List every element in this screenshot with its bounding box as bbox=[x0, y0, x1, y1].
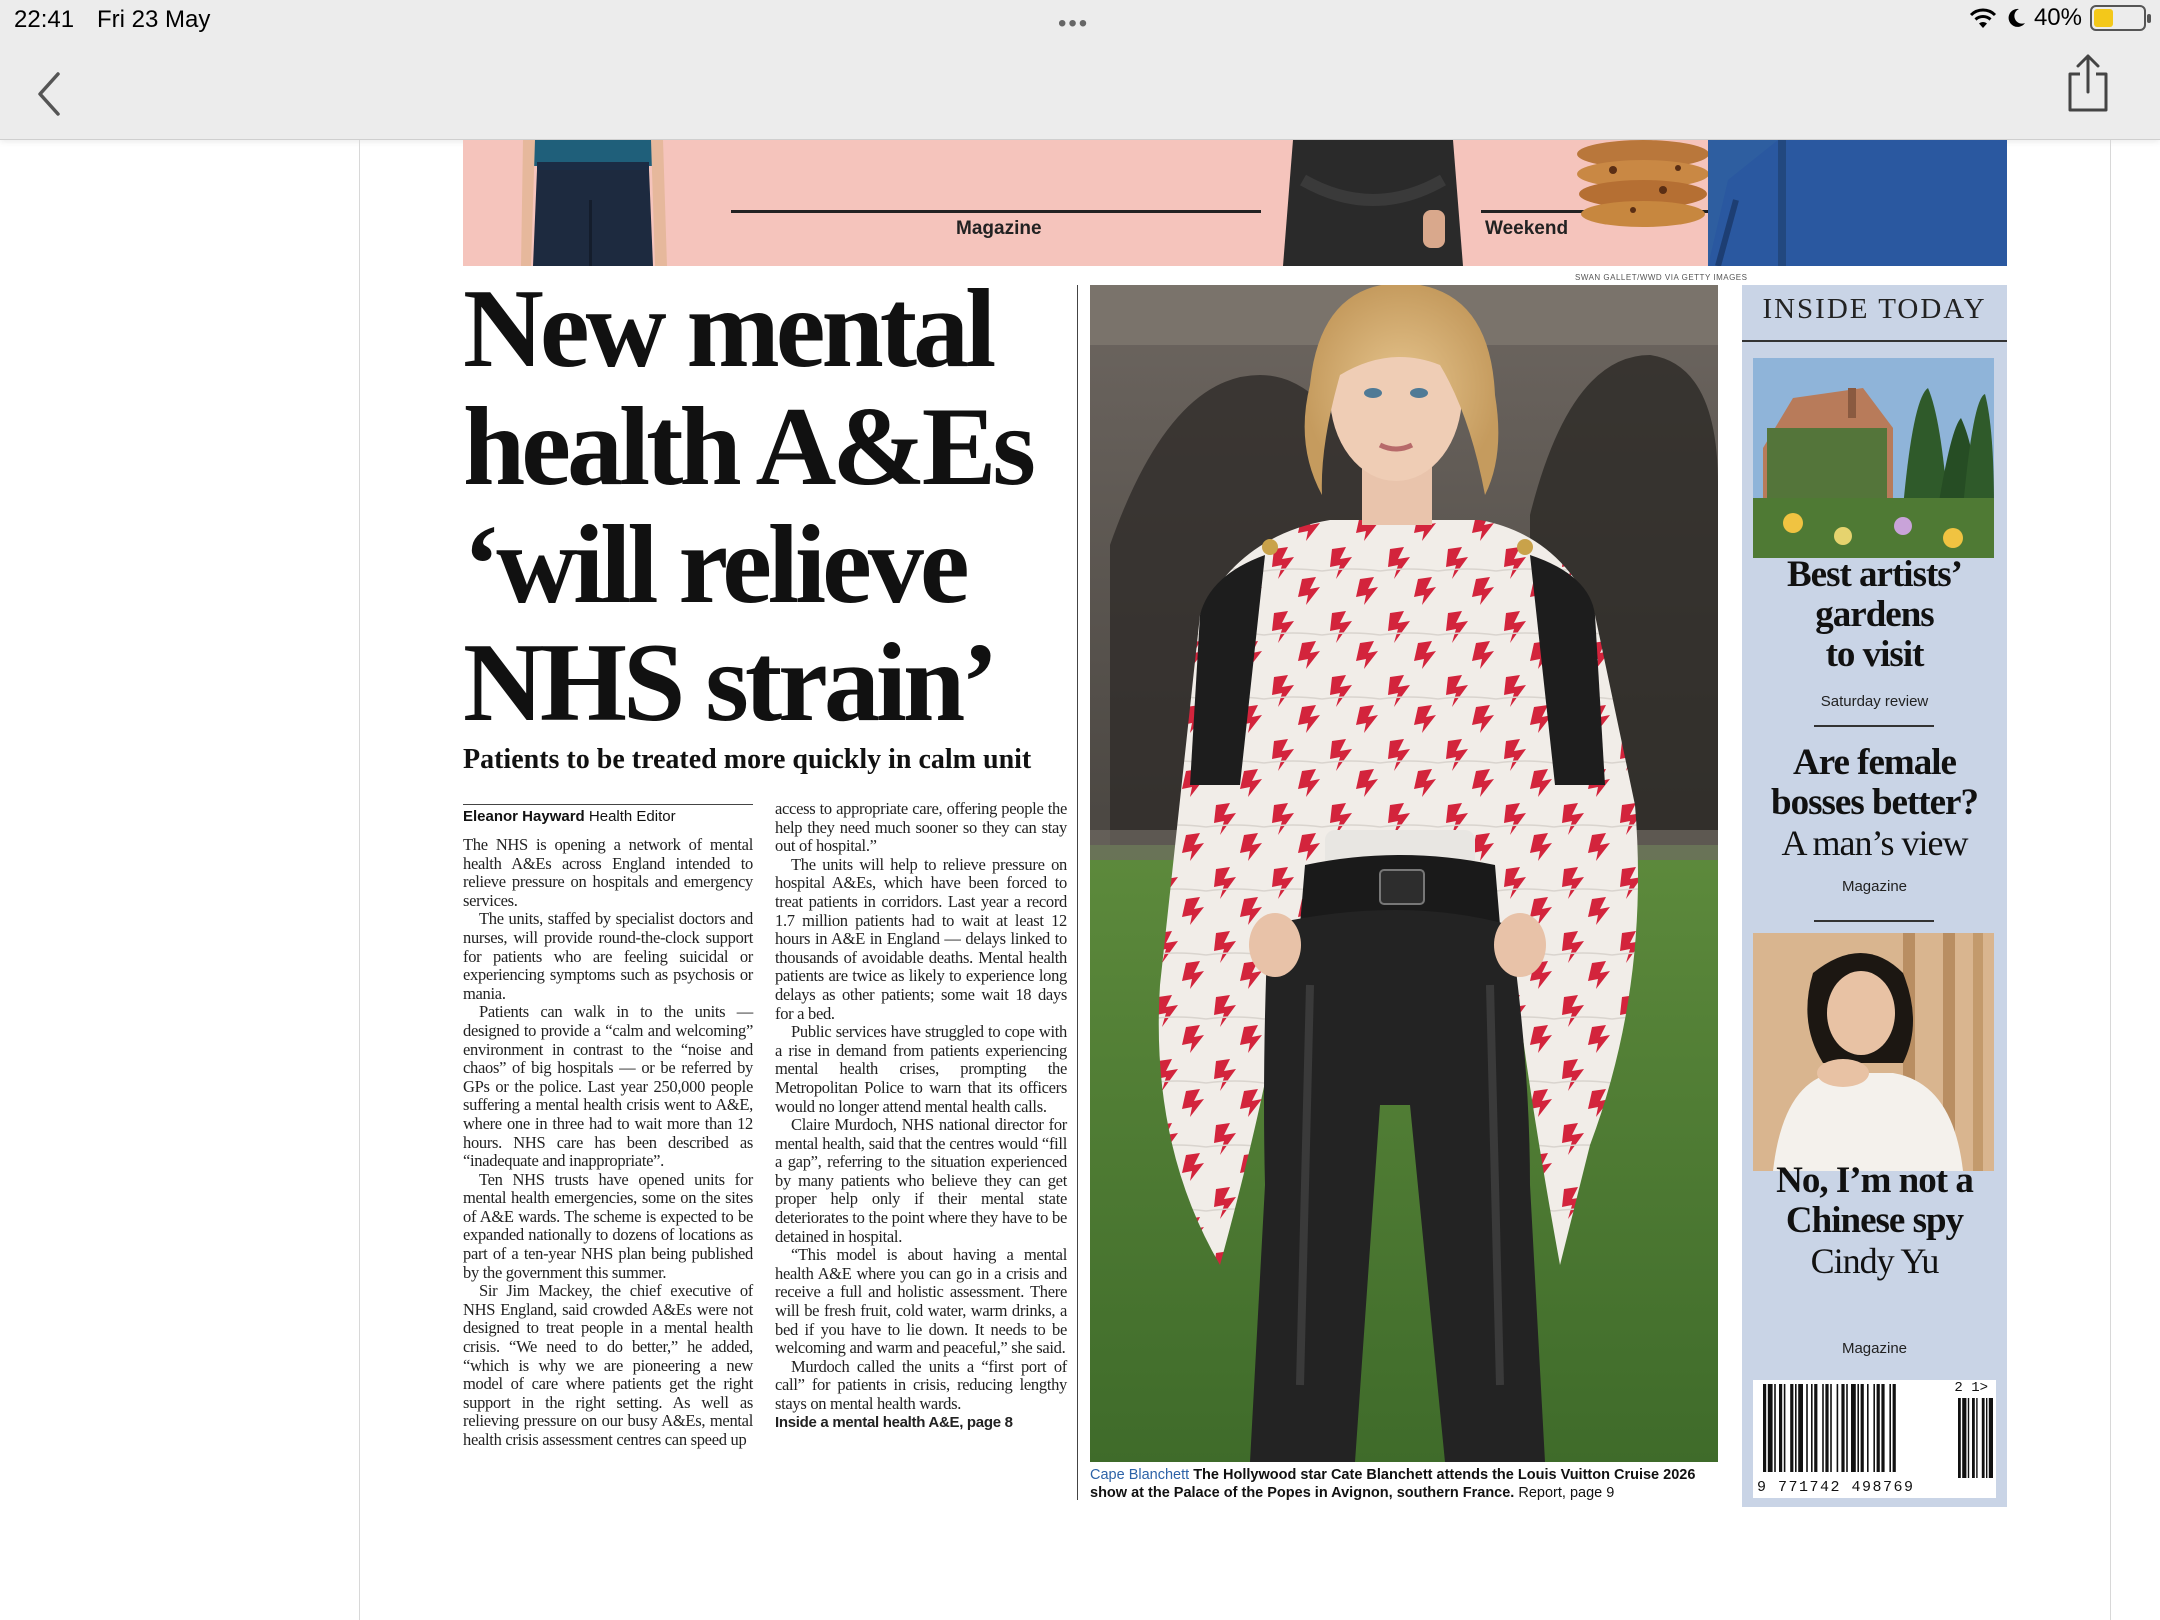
byline-name: Eleanor Hayward bbox=[463, 808, 585, 825]
barcode bbox=[1753, 1380, 1996, 1498]
sidebar-headline-line: gardens bbox=[1815, 594, 1934, 635]
cindy-yu-thumbnail[interactable] bbox=[1753, 933, 1994, 1171]
barcode-bar bbox=[1814, 1384, 1817, 1472]
strip-figure-image bbox=[503, 140, 683, 266]
byline-rule bbox=[463, 804, 753, 805]
sidebar-subhead: A man’s view bbox=[1781, 823, 1968, 863]
barcode-bar bbox=[1784, 1384, 1786, 1472]
column-divider bbox=[1077, 285, 1078, 1500]
barcode-addon-bar bbox=[1989, 1398, 1993, 1478]
barcode-bar bbox=[1830, 1384, 1832, 1472]
sidebar-section-label: Magazine bbox=[1841, 1340, 1908, 1357]
barcode-bar bbox=[1806, 1384, 1808, 1472]
standfirst: Patients to be treated more quickly in calm unit bbox=[463, 744, 1032, 775]
sidebar-headline-line: Best artists’ bbox=[1786, 554, 1963, 595]
byline-role: Health Editor bbox=[588, 808, 676, 825]
sidebar-headline-line: to visit bbox=[1825, 634, 1924, 675]
paragraph: “This model is about having a mental health A&E where you can go in a crisis and receive a full and holistic assessment. There will be fresh fruit, cold water, warm drinks, a bed if you have to lie down. It needs to be welcoming and warm and peaceful,” she said. bbox=[775, 1245, 1067, 1358]
barcode-bars bbox=[1753, 1384, 1996, 1484]
headline-line: New mental bbox=[463, 267, 993, 391]
caption-page-reference[interactable]: Report, page 9 bbox=[1518, 1485, 1615, 1501]
barcode-bar bbox=[1837, 1384, 1839, 1472]
caption-lead: Cape Blanchett bbox=[1090, 1467, 1190, 1483]
headline bbox=[463, 267, 1083, 745]
barcode-bar bbox=[1861, 1384, 1864, 1472]
status-indicators bbox=[1968, 4, 2146, 32]
barcode-bar bbox=[1857, 1384, 1859, 1472]
paragraph: access to appropriate care, offering people the help they need much sooner so they can stay out of hospital.” bbox=[775, 799, 1067, 856]
barcode-bar bbox=[1851, 1384, 1856, 1472]
paragraph: Claire Murdoch, NHS national director for mental health, said that the centres would “fill a gap”, referring to the situation experienced by many patients who believe they can get proper help only if their mental state deteriorates to the point where they have to be detained in hospital. bbox=[775, 1115, 1067, 1246]
barcode-number: 9 771742 498769 bbox=[1757, 1479, 1915, 1496]
barcode-bar bbox=[1822, 1384, 1824, 1472]
sidebar-headline-line: Are female bbox=[1793, 742, 1956, 783]
top-bar bbox=[0, 0, 2160, 140]
barcode-bar bbox=[1779, 1384, 1782, 1472]
barcode-bar bbox=[1825, 1384, 1828, 1472]
barcode-bar bbox=[1867, 1384, 1869, 1472]
barcode-addon-bar bbox=[1958, 1398, 1961, 1478]
strip-figure-image bbox=[1273, 140, 1473, 266]
article-column-2 bbox=[775, 800, 1067, 1432]
headline-line: health A&Es bbox=[463, 385, 1032, 509]
barcode-bar bbox=[1846, 1384, 1848, 1472]
strip-rule bbox=[731, 210, 1261, 213]
barcode-bar bbox=[1881, 1384, 1884, 1472]
strip-figure-image bbox=[1708, 140, 2007, 266]
paragraph: The units, staffed by specialist doctors and nurses, will provide round-the-clock support for patients who are feeling suicidal or experiencing symptoms such as psychosis or mania. bbox=[463, 909, 753, 1003]
photo-caption bbox=[1090, 1466, 1718, 1502]
strip-label-weekend[interactable]: Weekend bbox=[1485, 218, 1569, 239]
masthead-strip[interactable] bbox=[463, 140, 2007, 266]
barcode-bar bbox=[1841, 1384, 1844, 1472]
sidebar-section-label: Saturday review bbox=[1820, 693, 1929, 710]
paragraph: The units will help to relieve pressure on hospital A&Es, which have been forced to treat patients in corridors. Last year a record 1.7 million patients had to wait at least 12 hours in A&E in England — delays linked to thousands of avoidable deaths. Mental health patients are twice as likely to experience long delays as other patients; some wait 18 days for a bed. bbox=[775, 854, 1067, 1023]
garden-thumbnail[interactable] bbox=[1753, 358, 1994, 558]
sidebar-title: INSIDE TODAY bbox=[1762, 293, 1987, 325]
main-photo[interactable] bbox=[1090, 285, 1718, 1462]
sidebar-rule bbox=[1742, 340, 2007, 342]
barcode-bar bbox=[1795, 1384, 1797, 1472]
photo-credit: SWAN GALLET/WWD VIA GETTY IMAGES bbox=[1575, 273, 1748, 282]
sidebar-separator bbox=[1814, 920, 1934, 922]
barcode-bar bbox=[1893, 1384, 1896, 1472]
barcode-addon-bar bbox=[1982, 1398, 1985, 1478]
multitasking-dots-icon[interactable]: ••• bbox=[1058, 10, 1090, 37]
sidebar-item-female-bosses[interactable] bbox=[1742, 743, 2007, 863]
page-reference-link[interactable]: Inside a mental health A&E, page 8 bbox=[775, 1413, 1013, 1431]
sidebar-headline-line: Chinese spy bbox=[1785, 1200, 1964, 1241]
paragraph: Murdoch called the units a “first port of call” for patients in crisis, reducing lengthy stays on mental health wards. bbox=[775, 1356, 1067, 1413]
page-edge-right bbox=[2110, 140, 2111, 1620]
sidebar-section-label: Magazine bbox=[1841, 878, 1908, 895]
sidebar-headline-line: bosses better? bbox=[1771, 782, 1978, 823]
headline-line: NHS strain’ bbox=[463, 621, 995, 745]
barcode-bar bbox=[1877, 1384, 1880, 1472]
byline bbox=[463, 808, 676, 825]
barcode-bar bbox=[1889, 1384, 1891, 1472]
battery-icon bbox=[2090, 5, 2146, 31]
inside-today-sidebar bbox=[1742, 285, 2007, 1507]
barcode-addon-bar bbox=[1962, 1398, 1966, 1478]
caption-text: The Hollywood star Cate Blanchett attends the Louis Vuitton Cruise 2026 show at the Palace of the Popes in Avignon, southern France. bbox=[1090, 1467, 1696, 1501]
paragraph: Ten NHS trusts have opened units for mental health emergencies, some on the sites of A&E wards. The scheme is expected to be expanded nationally to dozens of locations as part of a ten-year NHS plan being published by the government this summer. bbox=[463, 1169, 753, 1282]
article-column-1 bbox=[463, 836, 753, 1450]
sidebar-headline-line: No, I’m not a bbox=[1776, 1160, 1973, 1201]
barcode-addon-bar bbox=[1968, 1398, 1969, 1478]
share-icon[interactable] bbox=[2062, 52, 2114, 114]
barcode-bar bbox=[1811, 1384, 1813, 1472]
battery-percent: 40% bbox=[2033, 4, 2082, 31]
sidebar-subhead: Cindy Yu bbox=[1810, 1241, 1939, 1281]
barcode-bar bbox=[1768, 1384, 1773, 1472]
barcode-addon-bar bbox=[1976, 1398, 1977, 1478]
barcode-issue: 2 1> bbox=[1954, 1380, 1988, 1396]
moon-icon bbox=[2006, 7, 2026, 29]
headline-line: ‘will relieve bbox=[463, 503, 966, 627]
paragraph: Public services have struggled to cope with a rise in demand from patients experiencing mental health crises, prompting the Metropolitan Police to warn that its officers would no longer attend mental health calls. bbox=[775, 1022, 1067, 1116]
status-date: Fri 23 May bbox=[97, 6, 211, 33]
paragraph: Sir Jim Mackey, the chief executive of NHS England, said crowded A&Es were not designed to treat people in a mental health crisis. “We need to do better,” he added, “which is why we are pioneering a new model of care where patients get the right support in the right setting. As well as relieving pressure on our busy A&Es, mental health crisis assessment centres can speed up bbox=[463, 1281, 753, 1449]
strip-label-magazine[interactable]: Magazine bbox=[956, 218, 1042, 239]
sidebar-item-gardens[interactable] bbox=[1742, 555, 2007, 675]
wifi-icon bbox=[1968, 6, 1998, 30]
barcode-addon-bar bbox=[1972, 1398, 1975, 1478]
barcode-bar bbox=[1798, 1384, 1803, 1472]
page-edge-left bbox=[359, 140, 360, 1620]
sidebar-item-cindy-yu[interactable] bbox=[1742, 1161, 2007, 1281]
paragraph: Patients can walk in to the units — designed to provide a “calm and welcoming” environment in contrast to the “noise and chaos” of big hospitals — or be referred by GPs or the police. Last year 250,000 people suffering a mental health crisis went to A&E, where one in three had to wait more than 12 hours. NHS care has been described as “inadequate and inappropriate”. bbox=[463, 1002, 753, 1171]
battery-level bbox=[2094, 9, 2113, 27]
status-time: 22:41 bbox=[14, 6, 75, 33]
barcode-bar bbox=[1763, 1384, 1766, 1472]
barcode-bar bbox=[1774, 1384, 1776, 1472]
paragraph: The NHS is opening a network of mental health A&Es across England intended to relieve pressure on hospitals and emergency services. bbox=[463, 835, 753, 910]
barcode-bar bbox=[1873, 1384, 1875, 1472]
barcode-addon-bar bbox=[1986, 1398, 1987, 1478]
back-chevron-icon[interactable] bbox=[30, 66, 70, 122]
cookies-image bbox=[1573, 140, 1713, 266]
barcode-bar bbox=[1790, 1384, 1793, 1472]
sidebar-separator bbox=[1814, 725, 1934, 727]
